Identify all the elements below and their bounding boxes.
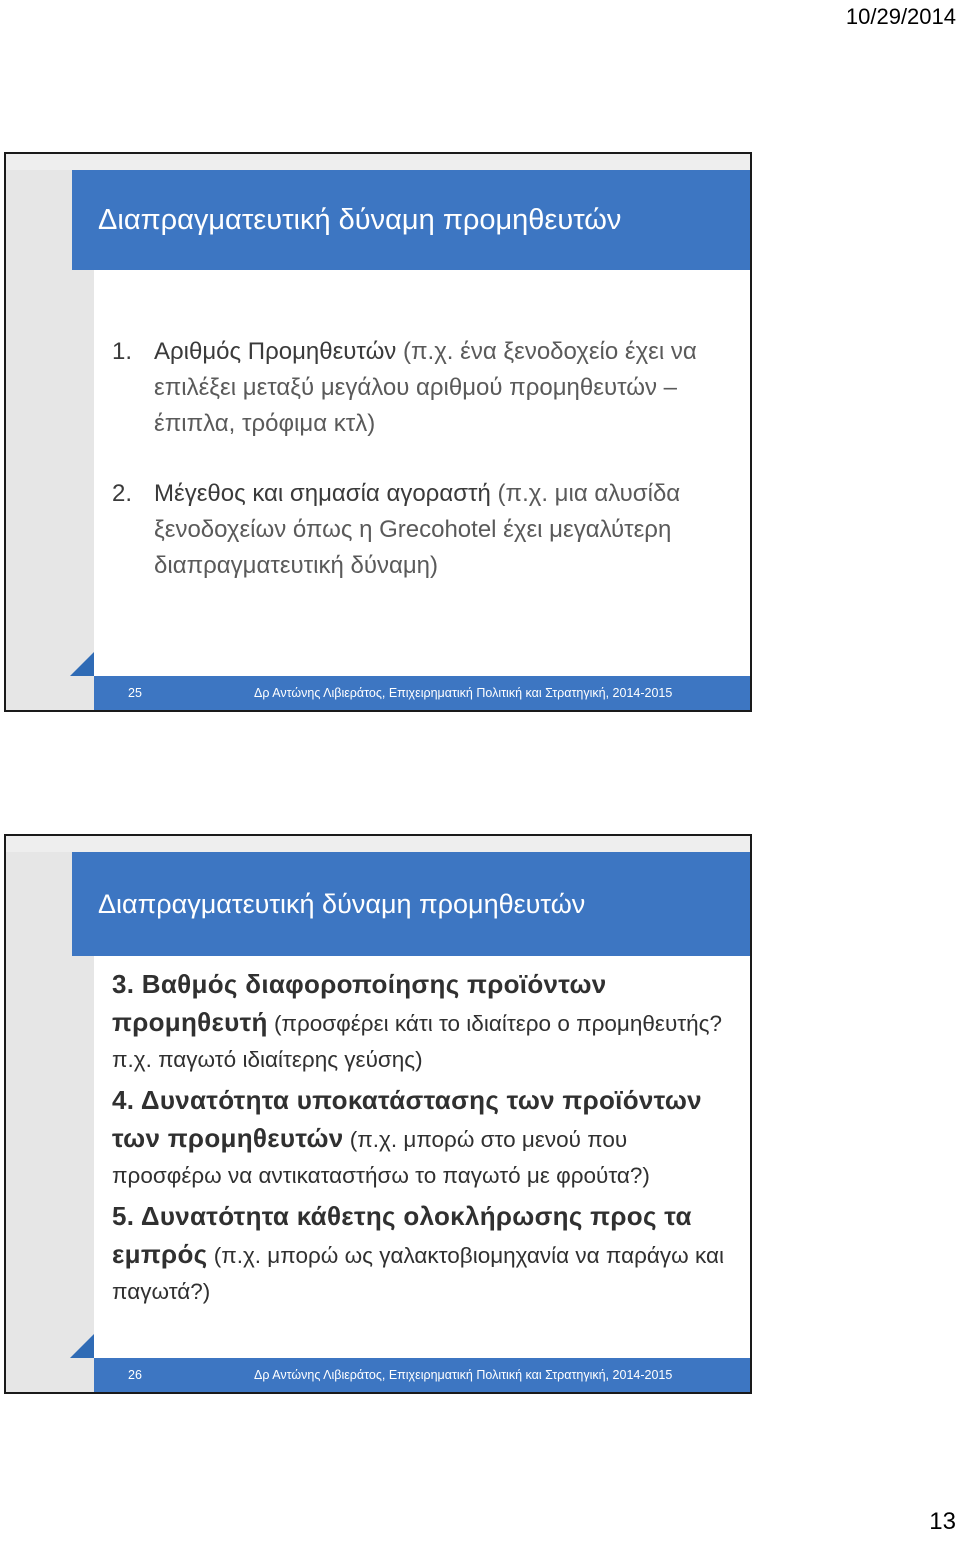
slide-25 [4, 152, 752, 712]
slide-title: Διαπραγματευτική δύναμη προμηθευτών [72, 852, 750, 956]
footer-corner-accent [70, 1334, 94, 1358]
slide-body [112, 334, 740, 618]
item-heading: 3. Βαθμός διαφοροποίησης προϊόντων προμηθευτή [112, 969, 607, 1037]
item-heading: Αριθμός Προμηθευτών [154, 338, 397, 365]
item-heading: 5. Δυνατότητα κάθετης ολοκλήρωσης προς τα εμπρός [112, 1201, 692, 1269]
item-note: (π.χ. μπορώ στο μενού που προσφέρω να αντικαταστήσω το παγωτό με φρούτα?) [112, 1127, 650, 1188]
list-item [112, 476, 740, 584]
footer-corner-accent [70, 652, 94, 676]
list-item [112, 1198, 740, 1310]
item-note: (π.χ. ένα ξενοδοχείο έχει να επιλέξει μεταξύ μεγάλου αριθμού προμηθευτών – έπιπλα, τρόφιμα κτλ) [154, 338, 697, 437]
list-item [112, 334, 740, 442]
item-note: (π.χ. μια αλυσίδα ξενοδοχείων όπως η Grecohotel έχει μεγαλύτερη διαπραγματευτική δύναμη) [154, 480, 681, 579]
slide-top-tint [6, 836, 750, 852]
item-heading: Μέγεθος και σημασία αγοραστή [154, 480, 491, 507]
page-date: 10/29/2014 [845, 4, 956, 29]
item-note: (προσφέρει κάτι το ιδιαίτερο ο προμηθευτής? π.χ. παγωτό ιδιαίτερης γεύσης) [112, 1011, 723, 1072]
footer-author: Δρ Αντώνης Λιβιεράτος, Επιχειρηματική Πολιτική και Στρατηγική, 2014-2015 [254, 686, 673, 700]
footer-author: Δρ Αντώνης Λιβιεράτος, Επιχειρηματική Πολιτική και Στρατηγική, 2014-2015 [254, 1368, 673, 1382]
slide-number: 26 [128, 1368, 142, 1382]
slide-title: Διαπραγματευτική δύναμη προμηθευτών [72, 170, 750, 270]
list-item [112, 1082, 740, 1194]
item-note: (π.χ. μπορώ ως γαλακτοβιομηχανία να παράγω και παγωτά?) [112, 1243, 724, 1304]
list-item [112, 966, 740, 1078]
slide-26 [4, 834, 752, 1394]
slide-number: 25 [128, 686, 142, 700]
slide-footer [94, 676, 750, 710]
item-number: 1. [112, 338, 133, 365]
slide-footer [94, 1358, 750, 1392]
item-heading: 4. Δυνατότητα υποκατάστασης των προϊόντων των προμηθευτών [112, 1085, 702, 1153]
slide-top-tint [6, 154, 750, 170]
slide-body [112, 966, 740, 1314]
item-number: 2. [112, 480, 133, 507]
page-number: 13 [929, 1508, 956, 1535]
